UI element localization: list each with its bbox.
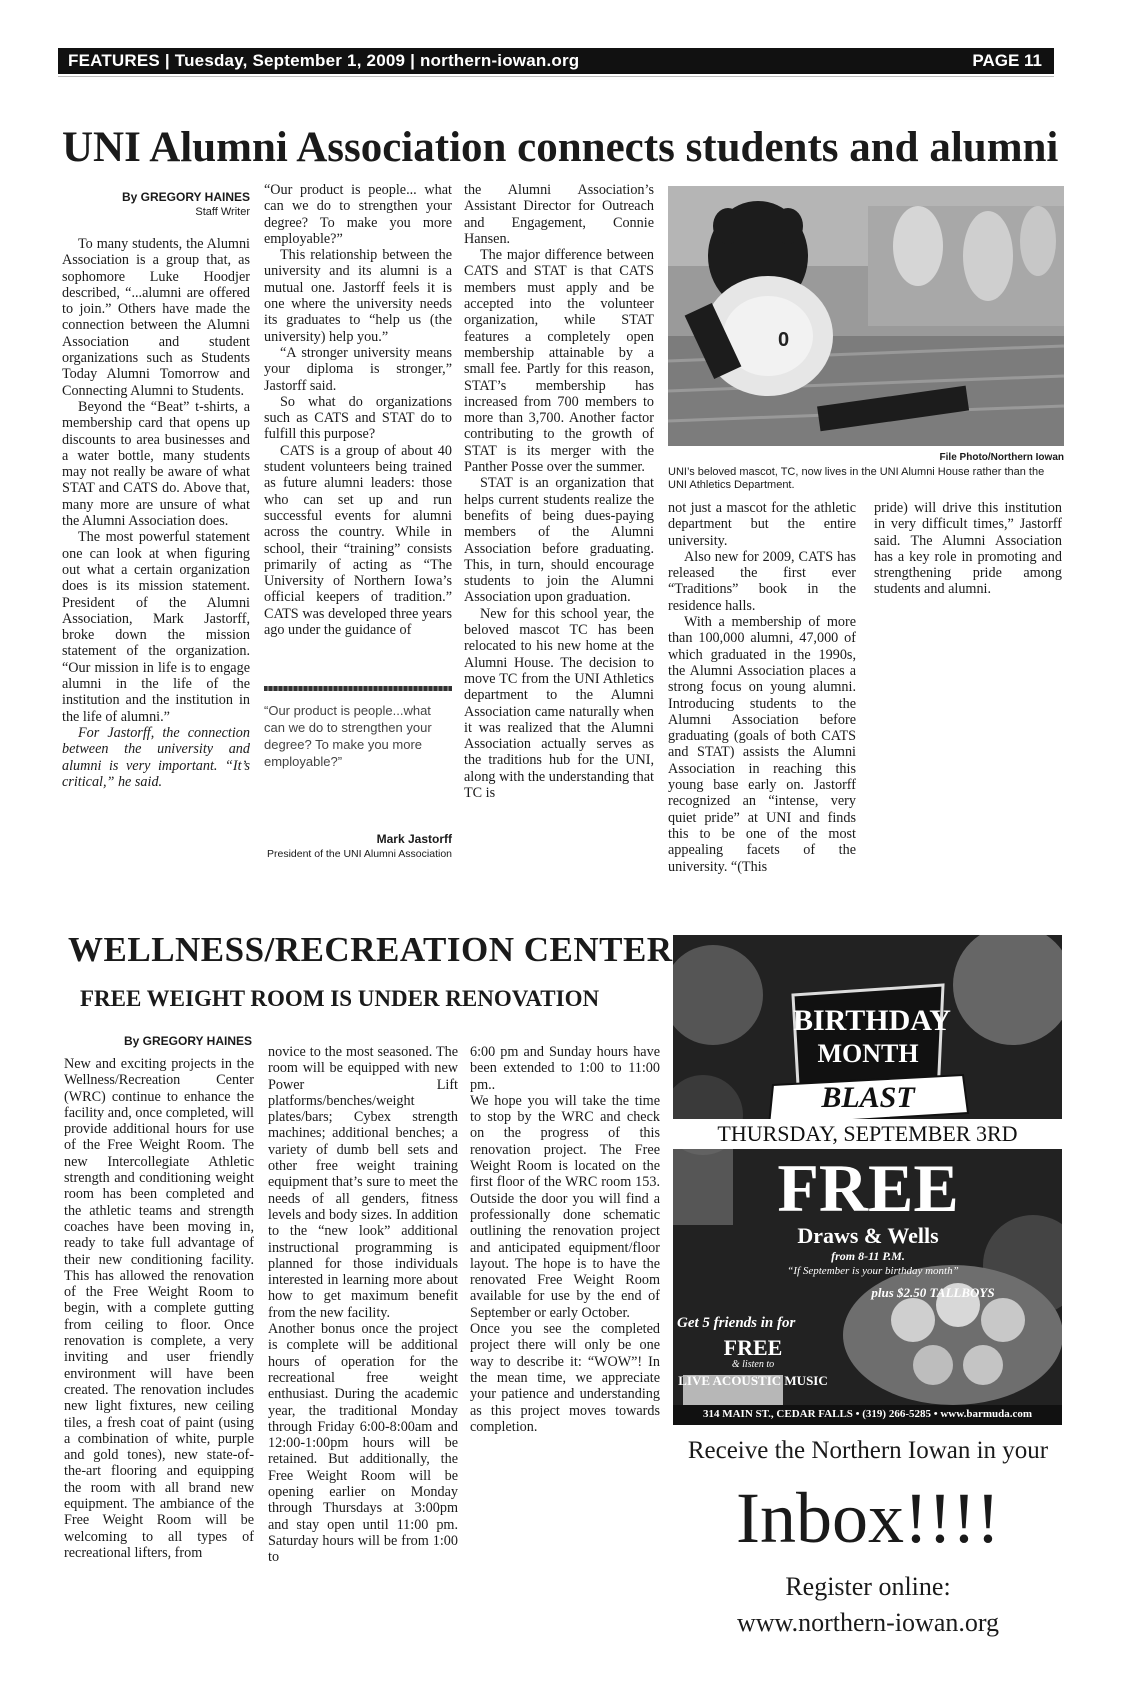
paragraph: The most powerful statement one can look at when figuring out what a certain organization does is its mission statement. President of the Alumni Association, Mark Jastorff, broke down the mission statement of the organization. “Our mission in life is to engage alumni in the life of the institution and the institution in the life of alumni.” <box>62 529 250 725</box>
byline-role: Staff Writer <box>195 206 250 218</box>
article2-byline: By GREGORY HAINES <box>123 1034 252 1048</box>
advertisement <box>673 935 1062 1425</box>
promo-url-link[interactable]: www.northern-iowan.org <box>736 1608 1000 1637</box>
paragraph: “Our product is people... what can we do to strengthen your degree? To make you more employable?” <box>264 182 452 247</box>
svg-text:0: 0 <box>778 329 790 351</box>
paragraph: Also new for 2009, CATS has released the first ever “Traditions” book in the residence halls. <box>668 548 856 614</box>
section-heading: WELLNESS/RECREATION CENTER <box>68 930 673 969</box>
ad-draws: Draws & Wells <box>797 1223 939 1248</box>
ad-footer: 314 MAIN ST., CEDAR FALLS • (319) 266-5285 • www.barmuda.com <box>702 1408 1033 1420</box>
paragraph: Another bonus once the project is complete will be additional hours of operation for the recreational free weight enthusiast. During the academic year, the traditional Monday through Friday 6:00-8:00am and 12:00-1:00pm hours will be retained. But additionally, the Free Weight Room will be opening earlier on Monday through Thursdays at 3:00pm and stay open until 11:00 pm. Saturday hours will be from 1:00 to <box>268 1321 458 1566</box>
promo-inbox: Inbox!!!! <box>736 1478 1000 1558</box>
article1-column-1 <box>62 236 250 790</box>
mascot-photo-graphic <box>668 186 1064 446</box>
mascot-photo <box>668 186 1064 446</box>
promo-register: Register online: <box>785 1572 951 1601</box>
ad-time: from 8-11 P.M. <box>831 1249 905 1263</box>
article1-column-4 <box>668 500 856 875</box>
paragraph: With a membership of more than 100,000 alumni, 47,000 of which graduated in the 1990s, the Alumni Association places a strong focus on young alumni. Introducing students to the Alumni Association before graduating (goals of both CATS and STAT) assists the Alumni Association in reaching this young base early on. Jastorff recognized an “intense, very quiet pride” at UNI and finds this to be one of the most appealing facets of the university. “(This <box>668 614 856 875</box>
article2-column-2 <box>268 1044 458 1566</box>
masthead-text: FEATURES | Tuesday, September 1, 2009 | northern-iowan.org <box>68 51 580 70</box>
paragraph: Once you see the completed project there will only be one way to describe it: “WOW”! In the mean time, we appreciate your patience and understanding as this project moves towards completion. <box>470 1321 660 1435</box>
section-masthead <box>58 48 1054 74</box>
promo-line-1: Receive the Northern Iowan in your <box>687 1437 1049 1464</box>
pull-quote-title: President of the UNI Alumni Association <box>266 848 452 860</box>
photo-credit: File Photo/Northern Iowan <box>939 452 1064 463</box>
ad-title-month: MONTH <box>817 1039 919 1068</box>
masthead-rule <box>58 76 1054 77</box>
ad-title-birthday: BIRTHDAY <box>793 1004 951 1037</box>
article2-column-1 <box>64 1056 254 1561</box>
paragraph: We hope you will take the time to stop by the WRC and check on the progress of this renovation project. The Free Weight Room is located on the first floor of the WRC room 153. Outside the door you will find a professionally done schematic outlining the renovation project and anticipated equipment/floor layout. The hope is to have the renovated Free Weight Room available for use by the end of September or early October. <box>470 1092 660 1321</box>
article1-column-5 <box>874 500 1062 598</box>
paragraph: the Alumni Association’s Assistant Director for Outreach and Engagement, Connie Hansen. <box>464 182 654 247</box>
page-number: PAGE 11 <box>972 51 1042 70</box>
article1-column-2 <box>264 182 452 638</box>
paragraph: “A stronger university means your diploma is stronger,” Jastorff said. <box>264 344 452 394</box>
article-headline: UNI Alumni Association connects students and alumni <box>62 124 1059 171</box>
paragraph: To many students, the Alumni Association is a group that, as sophomore Luke Hoodjer described, “...alumni are offered to join.” Others have made the connection between the Alumni Association and student organizations such as Students Today Alumni Tomorrow and Connecting Alumni to Students. <box>62 236 250 399</box>
ad-friends-free: FREE <box>723 1335 783 1360</box>
paragraph: The major difference between CATS and STAT is that CATS members must apply and be accepted into the volunteer organization, while STAT features a completely open membership attainable by a small fee. Partly for this reason, STAT’s membership has increased from 700 members to more than 3,700. Another factor contributing to the growth of STAT is its merger with the Panther Posse over the summer. <box>464 247 654 476</box>
ad-note: “If September is your birthday month” <box>787 1265 959 1277</box>
ad-listen: & listen to <box>731 1359 775 1370</box>
pull-quote-name: Mark Jastorff <box>376 832 452 846</box>
paragraph: 6:00 pm and Sunday hours have been extended to 1:00 to 11:00 pm.. <box>470 1044 660 1093</box>
photo-caption: UNI’s beloved mascot, TC, now lives in the UNI Alumni House rather than the UNI Athletics Department. <box>668 466 1045 491</box>
article2-column-3 <box>470 1044 660 1435</box>
paragraph: CATS is a group of about 40 student volunteers being trained as future alumni leaders: those who can set up and run successful events for alumni across the country. While in school, their “training” consists primarily of acting as “The University of Northern Iowa’s official keepers of tradition.” CATS was developed three years ago under the guidance of <box>264 442 452 639</box>
paragraph: STAT is an organization that helps current students realize the benefits of being dues-paying members of the Alumni Association before graduating. This, in turn, should encourage students to join the Alumni Association upon graduation. <box>464 475 654 606</box>
pull-quote: “Our product is people...what can we do to strengthen your degree? To make you more employable?” <box>264 703 432 769</box>
article2-headline: FREE WEIGHT ROOM IS UNDER RENOVATION <box>80 986 600 1011</box>
ad-title-blast: BLAST <box>821 1081 915 1114</box>
pull-quote-rule <box>264 686 452 691</box>
paragraph: pride) will drive this institution in very difficult times,” Jastorff said. The Alumni Association has a key role in promoting and strengthening pride among students and alumni. <box>874 500 1062 598</box>
paragraph: New for this school year, the beloved mascot TC has been relocated to his new home at the Alumni House. The decision to move TC from the UNI Athletics department to the Alumni Association came naturally when it was realized that the Alumni Association actually serves as the traditions hub for the UNI, along with the understanding that TC is <box>464 605 654 801</box>
paragraph: New and exciting projects in the Wellness/Recreation Center (WRC) continue to enhance the facility and, once completed, will provide additional hours for use of the Free Weight Room. The new Intercollegiate Athletic strength and conditioning weight room has been completed and the athletic teams and strength coaches have been moving in, ready to take full advantage of their new conditioning facility. This has allowed the renovation of the Free Weight Room to begin, with a complete gutting from ceiling to floor. Once renovation is complete, a very inviting and user friendly environment will have been created. The renovation includes new light fixtures, new ceiling tiles, a fresh coat of paint (using a combination of white, purple and gold tones), new state-of-the-art flooring and equipping the room with all brand new equipment. The ambiance of the Free Weight Room will be welcoming to all types of recreational lifters, from <box>64 1056 254 1561</box>
ad-tallboys: plus $2.50 TALLBOYS <box>871 1285 995 1300</box>
article1-column-3 <box>464 182 654 801</box>
ad-date: THURSDAY, SEPTEMBER 3RD <box>673 1119 1062 1149</box>
paragraph: So what do organizations such as CATS and STAT do to fulfill this purpose? <box>264 393 452 443</box>
ad-friends: Get 5 friends in for <box>677 1315 796 1331</box>
paragraph: For Jastorff, the connection between the university and alumni is very important. “It’s critical,” he said. <box>62 724 250 790</box>
paragraph: not just a mascot for the athletic department but the entire university. <box>668 500 856 549</box>
paragraph: novice to the most seasoned. The room will be equipped with new Power Lift platforms/benches/weight plates/bars; Cybex strength machines; additional benches; a variety of dumb bell sets and other free weight training equipment that’s sure to meet the needs of all genders, fitness levels and body sizes. In addition to the “new look” additional instructional programming is planned for those individuals interested in learning more about how to get maximum benefit from the new facility. <box>268 1044 458 1321</box>
paragraph: Beyond the “Beat” t-shirts, a membership card that opens up discounts to area businesses and a water bottle, many students may not really be aware of what STAT and CATS do. Above that, many more are unsure of what the Alumni Association does. <box>62 398 250 530</box>
ad-free: FREE <box>777 1150 959 1226</box>
paragraph: This relationship between the university and its alumni is a mutual one. Jastorff feels it is one where the university needs its graduates to “help us (the university) help you.” <box>264 247 452 345</box>
byline: By GREGORY HAINES <box>121 190 250 204</box>
ad-live-music: LIVE ACOUSTIC MUSIC <box>678 1373 828 1388</box>
